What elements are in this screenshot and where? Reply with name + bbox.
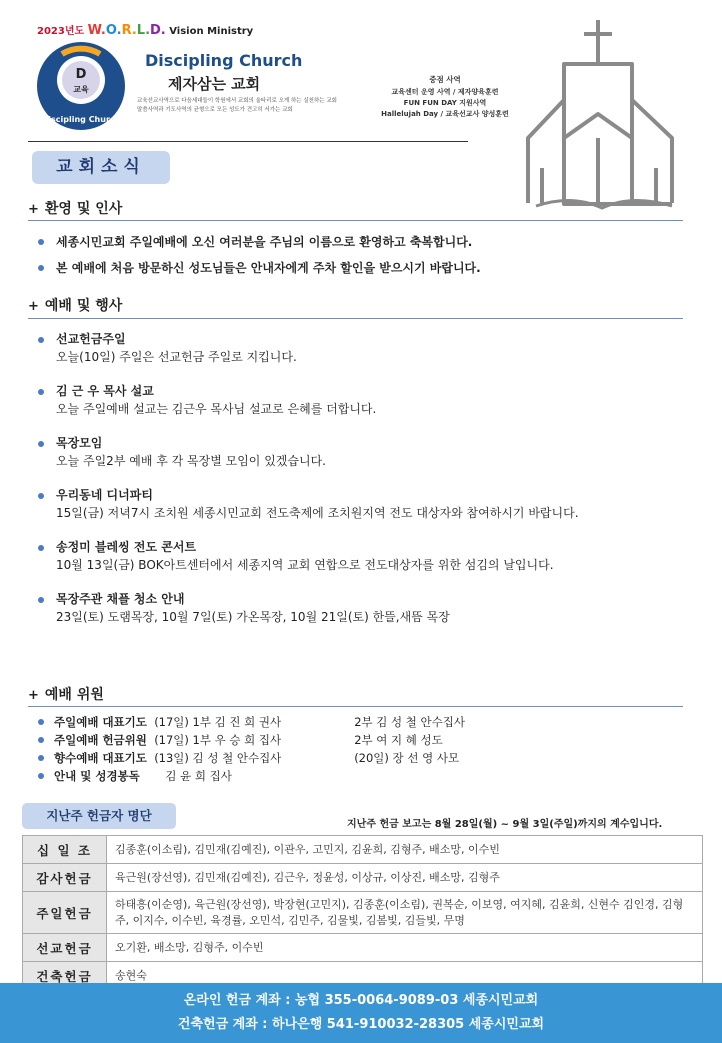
focus-ministries bbox=[360, 74, 530, 120]
online-account: 온라인 헌금 계좌 : 농협 355-0064-9089-03 세종시민교회 bbox=[183, 993, 539, 1008]
church-building-icon bbox=[522, 18, 682, 218]
account-footer bbox=[0, 983, 722, 1043]
workers-divider bbox=[28, 706, 683, 707]
worker-item: 주일예배 헌금위원 (17일) 1부 우 승 희 집사 2부 여 지 혜 성도 bbox=[36, 731, 686, 749]
welcome-list bbox=[36, 229, 686, 281]
welcome-divider bbox=[28, 220, 683, 221]
ministry-name: Vision Ministry bbox=[169, 26, 254, 37]
offering-names: 송현숙 bbox=[107, 962, 703, 990]
focus-title: 중점 사역 bbox=[429, 75, 461, 84]
offering-title: 지난주 헌금자 명단 bbox=[22, 803, 176, 829]
list-item: 세종시민교회 주일예배에 오신 여러분을 주님의 이름으로 환영하고 축복합니다. bbox=[36, 229, 686, 255]
offering-label: 감사헌금 bbox=[23, 864, 107, 892]
year-prefix: 2023년도 bbox=[37, 26, 85, 37]
event-item: 목장주관 채플 청소 안내 23일(토) 도램목장, 10월 7일(토) 가온목장, 10월 21일(토) 한뜰,새뜸 목장 bbox=[36, 590, 696, 642]
logo-label: 교육 bbox=[73, 85, 89, 94]
event-item: 목장모임 오늘 주일2부 예배 후 각 목장별 모임이 있겠습니다. bbox=[36, 434, 696, 486]
events-heading: + 예배 및 행사 bbox=[28, 298, 123, 314]
header-divider bbox=[28, 141, 468, 142]
church-logo bbox=[32, 42, 130, 134]
offering-names: 김종훈(이소림), 김민재(김예진), 이관우, 고민지, 김윤희, 김형주, 배소망, 이수빈 bbox=[107, 836, 703, 864]
offering-label: 주일헌금 bbox=[23, 892, 107, 934]
table-row bbox=[23, 934, 703, 962]
world-acronym: W.O.R.L.D. bbox=[87, 23, 166, 38]
focus-item: FUN FUN DAY 지원사역 bbox=[403, 99, 487, 107]
offering-note: 지난주 헌금 보고는 8월 28일(월) ~ 9월 3일(주일)까지의 계수입니다. bbox=[347, 819, 663, 830]
focus-item: Hallelujah Day / 교육선교사 양성훈련 bbox=[381, 110, 509, 118]
welcome-heading: + 환영 및 인사 bbox=[28, 201, 123, 217]
events-list bbox=[36, 330, 696, 642]
building-account: 건축헌금 계좌 : 하나은행 541-910032-28305 세종시민교회 bbox=[177, 1017, 545, 1032]
focus-item: 교육센터 운영 사역 / 제자양육훈련 bbox=[391, 88, 499, 96]
year-line bbox=[37, 22, 253, 38]
worker-item: 주일예배 대표기도 (17일) 1부 김 진 희 권사 2부 김 성 철 안수집사 bbox=[36, 713, 686, 731]
workers-heading: + 예배 위원 bbox=[28, 687, 104, 703]
church-name-ko: 제자삼는 교회 bbox=[168, 75, 261, 93]
worker-item: 향수예배 대표기도 (13일) 김 성 철 안수집사 (20일) 장 선 영 사모 bbox=[36, 749, 686, 767]
event-item: 김 근 우 목사 설교 오늘 주일예배 설교는 김근우 목사님 설교로 은혜를 더합니다. bbox=[36, 382, 696, 434]
offering-label: 선교헌금 bbox=[23, 934, 107, 962]
logo-ring-text: Discipling Church bbox=[41, 115, 121, 124]
table-row bbox=[23, 836, 703, 864]
event-item: 우리동네 디너파티 15일(금) 저녁7시 조치원 세종시민교회 전도축제에 조치원지역 전도 대상자와 참여하시기 바랍니다. bbox=[36, 486, 696, 538]
events-divider bbox=[28, 318, 683, 319]
logo-letter: D bbox=[75, 67, 87, 82]
offering-label: 십 일 조 bbox=[23, 836, 107, 864]
table-row bbox=[23, 892, 703, 934]
offering-label: 건축헌금 bbox=[23, 962, 107, 990]
offering-names: 오기환, 배소망, 김형주, 이수빈 bbox=[107, 934, 703, 962]
list-item: 본 예배에 처음 방문하신 성도님들은 안내자에게 주차 할인을 받으시기 바랍니다. bbox=[36, 255, 686, 281]
worker-item: 안내 및 성경봉독 김 윤 희 집사 bbox=[36, 767, 686, 785]
workers-list bbox=[36, 713, 686, 785]
news-section-title: 교회소식 bbox=[32, 151, 170, 184]
table-row bbox=[23, 864, 703, 892]
offering-table bbox=[22, 835, 703, 990]
offering-names: 하태흥(이순영), 육근원(장선영), 박장현(고민지), 김종훈(이소림), 권복순, 이보영, 여지혜, 김윤희, 신현수 김인경, 김형주, 이지수, 이수빈, 육경률, 오민석, 김민주, 김물빛, 김봄빛, 김들빛, 무명 bbox=[107, 892, 703, 934]
event-item: 송정미 블레씽 전도 콘서트 10월 13일(금) BOK아트센터에서 세종지역 교회 연합으로 전도대상자를 위한 섬김의 날입니다. bbox=[36, 538, 696, 590]
church-name-en: Discipling Church bbox=[145, 51, 303, 70]
offering-names: 육근원(장선영), 김민재(김예진), 김근우, 정윤성, 이상규, 이상진, 배소망, 김형주 bbox=[107, 864, 703, 892]
event-item: 선교헌금주일 오늘(10일) 주일은 선교헌금 주일로 지킵니다. bbox=[36, 330, 696, 382]
church-description: 교육선교사역으로 다음세대들이 학원에서 교회의 울타리로 오게 하는 실천하는 교회 말씀사역과 기도사역의 균형으로 모든 성도가 견고히 서가는 교회 bbox=[137, 98, 337, 113]
